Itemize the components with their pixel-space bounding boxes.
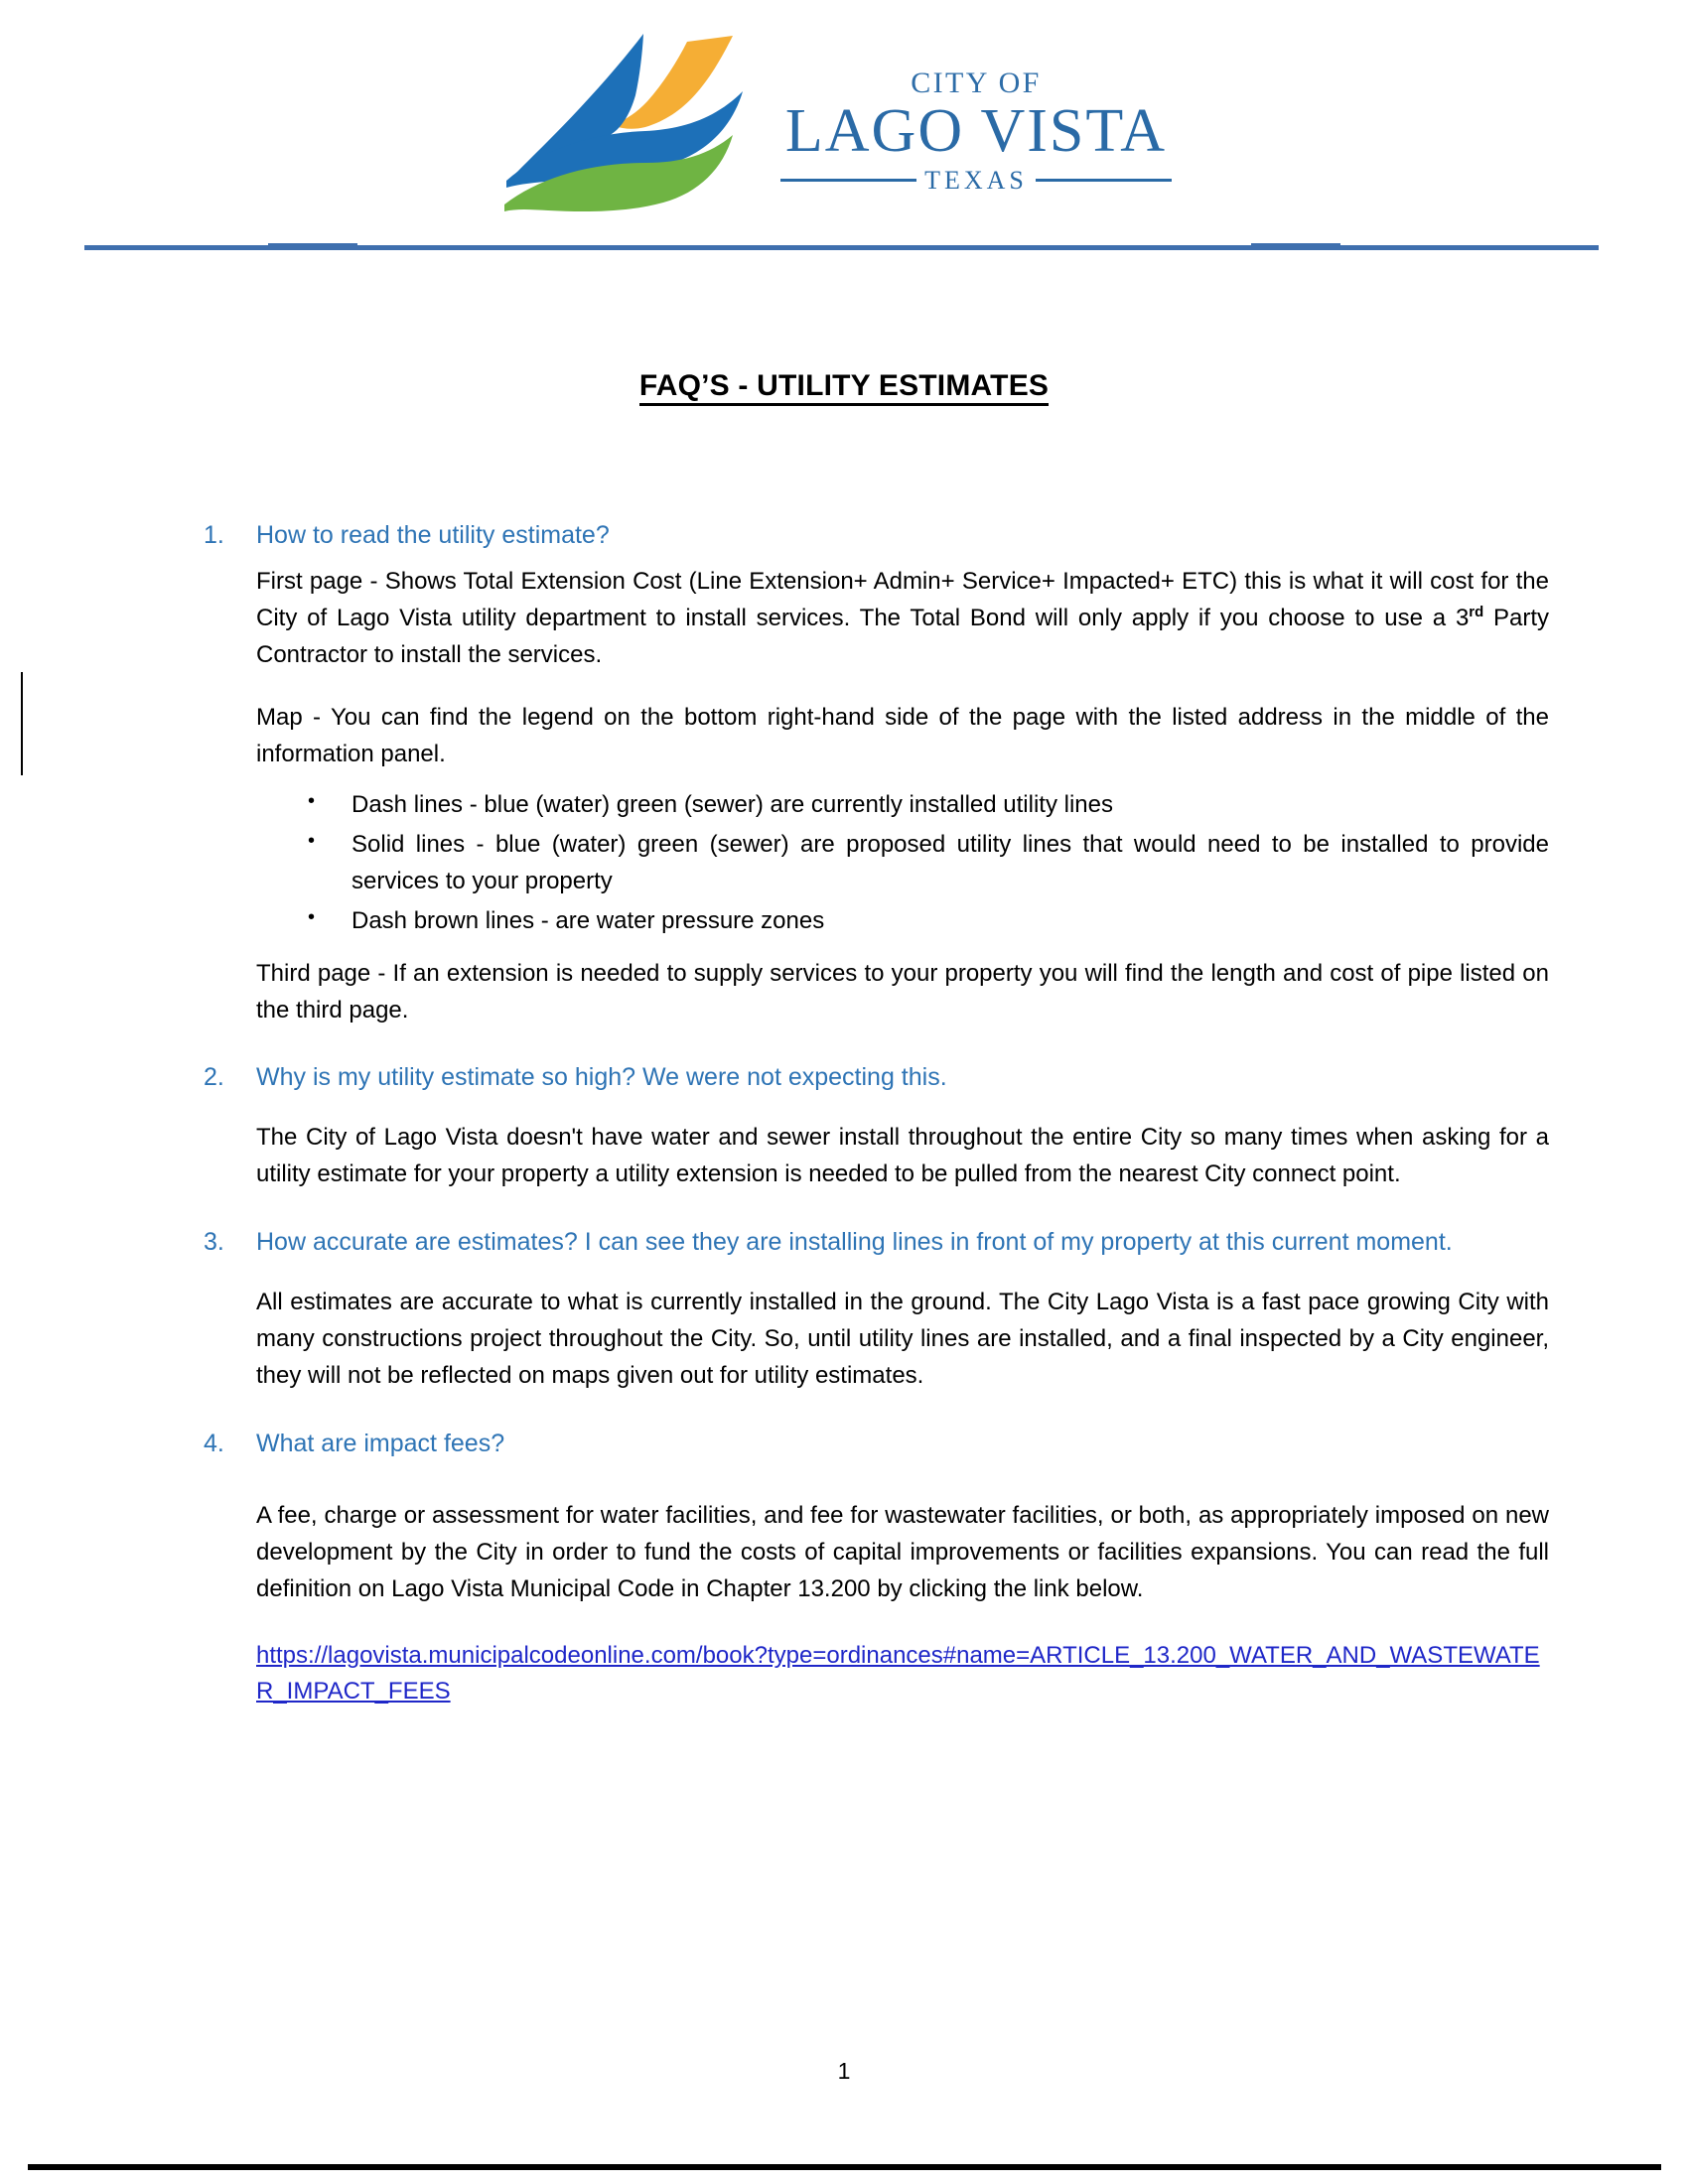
header-divider-rule bbox=[84, 245, 1599, 250]
faq-item-2 bbox=[204, 1058, 1549, 1193]
spacer bbox=[204, 1106, 1549, 1120]
logo-rule-left bbox=[780, 179, 916, 182]
faq-4-link-line bbox=[204, 1638, 1549, 1708]
faq-1-p1-part2: Party Contractor to install the services. bbox=[256, 604, 1549, 668]
faq-item-1 bbox=[204, 516, 1549, 1028]
faq-list bbox=[204, 516, 1549, 1708]
footer-border-rule bbox=[28, 2164, 1661, 2170]
logo-state-row bbox=[780, 165, 1172, 195]
faq-question-1: How to read the utility estimate? bbox=[256, 521, 610, 549]
faq-question-4: What are impact fees? bbox=[256, 1430, 505, 1458]
faq-1-paragraph-3: Third page - If an extension is needed to supply services to your property you will find the length and cost of pipe listed on the third page. bbox=[256, 959, 1549, 1024]
faq-4-paragraph-1: A fee, charge or assessment for water facilities, and fee for wastewater facilities, or both, as appropriately imposed on new development by the City in order to fund the costs of capital improvements or facilities expansions. You can read the full definition on Lago Vista Municipal Code in Chapter 13.200 by clicking the link below. bbox=[256, 1502, 1549, 1603]
city-logo bbox=[496, 30, 1172, 218]
faq-answer-4 bbox=[204, 1498, 1549, 1608]
logo-rule-right bbox=[1036, 179, 1172, 182]
faq-1-ordinal-superscript: rd bbox=[1469, 604, 1484, 620]
page-title-text: FAQ’S - UTILITY ESTIMATES bbox=[639, 369, 1049, 406]
spacer bbox=[204, 1271, 1549, 1285]
faq-1-paragraph-1 bbox=[256, 564, 1549, 674]
faq-1-bullet-2: • Solid lines - blue (water) green (sewer) are proposed utility lines that would need to be installed to provide services to your property bbox=[308, 827, 1549, 900]
faq-1-bullet-3: • Dash brown lines - are water pressure zones bbox=[308, 903, 1549, 940]
margin-change-bar bbox=[21, 672, 23, 775]
faq-item-3 bbox=[204, 1223, 1549, 1395]
faq-1-p1-part1: First page - Shows Total Extension Cost (Line Extension+ Admin+ Service+ Impacted+ ETC) this is what it will cost for the City of Lago Vista utility department to install services. The Total Bond will only apply if you choose to use a 3 bbox=[256, 568, 1549, 631]
municipal-code-link[interactable]: https://lagovista.municipalcodeonline.com/book?type=ordinances#name=ARTICLE_13.200_WATER_AND_WASTEWATER_IMPACT_FEES bbox=[256, 1642, 1540, 1705]
page-header bbox=[0, 0, 1688, 260]
faq-question-3: How accurate are estimates? I can see they are installing lines in front of my property at this current moment. bbox=[256, 1228, 1453, 1257]
spacer bbox=[256, 686, 1549, 700]
faq-1-bullet-1: • Dash lines - blue (water) green (sewer) are currently installed utility lines bbox=[308, 787, 1549, 824]
header-rule-segment-right bbox=[1251, 243, 1340, 250]
page-number: 1 bbox=[837, 2058, 851, 2084]
faq-question-2: Why is my utility estimate so high? We were not expecting this. bbox=[256, 1063, 947, 1092]
faq-answer-1 bbox=[204, 564, 1549, 773]
faq-1-bullet-list bbox=[204, 787, 1549, 940]
header-rule-segment-left bbox=[268, 243, 357, 250]
faq-item-4 bbox=[204, 1425, 1549, 1708]
lago-vista-sail-logo-icon bbox=[496, 30, 774, 218]
page-title bbox=[0, 369, 1688, 403]
faq-content bbox=[204, 516, 1549, 1708]
faq-2-paragraph-1: The City of Lago Vista doesn't have water and sewer install throughout the entire City so many times when asking for a utility estimate for your property a utility extension is needed to be pulled from the nearest City connect point. bbox=[256, 1124, 1549, 1188]
faq-1-answer-cont bbox=[204, 956, 1549, 1029]
logo-city-of-text: CITY OF bbox=[911, 67, 1042, 100]
faq-answer-3 bbox=[204, 1285, 1549, 1395]
logo-state-text: TEXAS bbox=[924, 165, 1028, 195]
faq-3-paragraph-1: All estimates are accurate to what is currently installed in the ground. The City Lago Vista is a fast pace growing City with many constructions project throughout the City. So, until utility lines are installed, and a final inspected by a City engineer, they will not be reflected on maps given out for utility estimates. bbox=[256, 1289, 1549, 1390]
logo-wordmark bbox=[774, 55, 1172, 193]
faq-answer-2 bbox=[204, 1120, 1549, 1193]
spacer bbox=[204, 1472, 1549, 1498]
logo-city-name-text: LAGO VISTA bbox=[784, 97, 1168, 166]
faq-1-paragraph-2: Map - You can find the legend on the bottom right-hand side of the page with the listed address in the middle of the information panel. bbox=[256, 703, 1549, 767]
